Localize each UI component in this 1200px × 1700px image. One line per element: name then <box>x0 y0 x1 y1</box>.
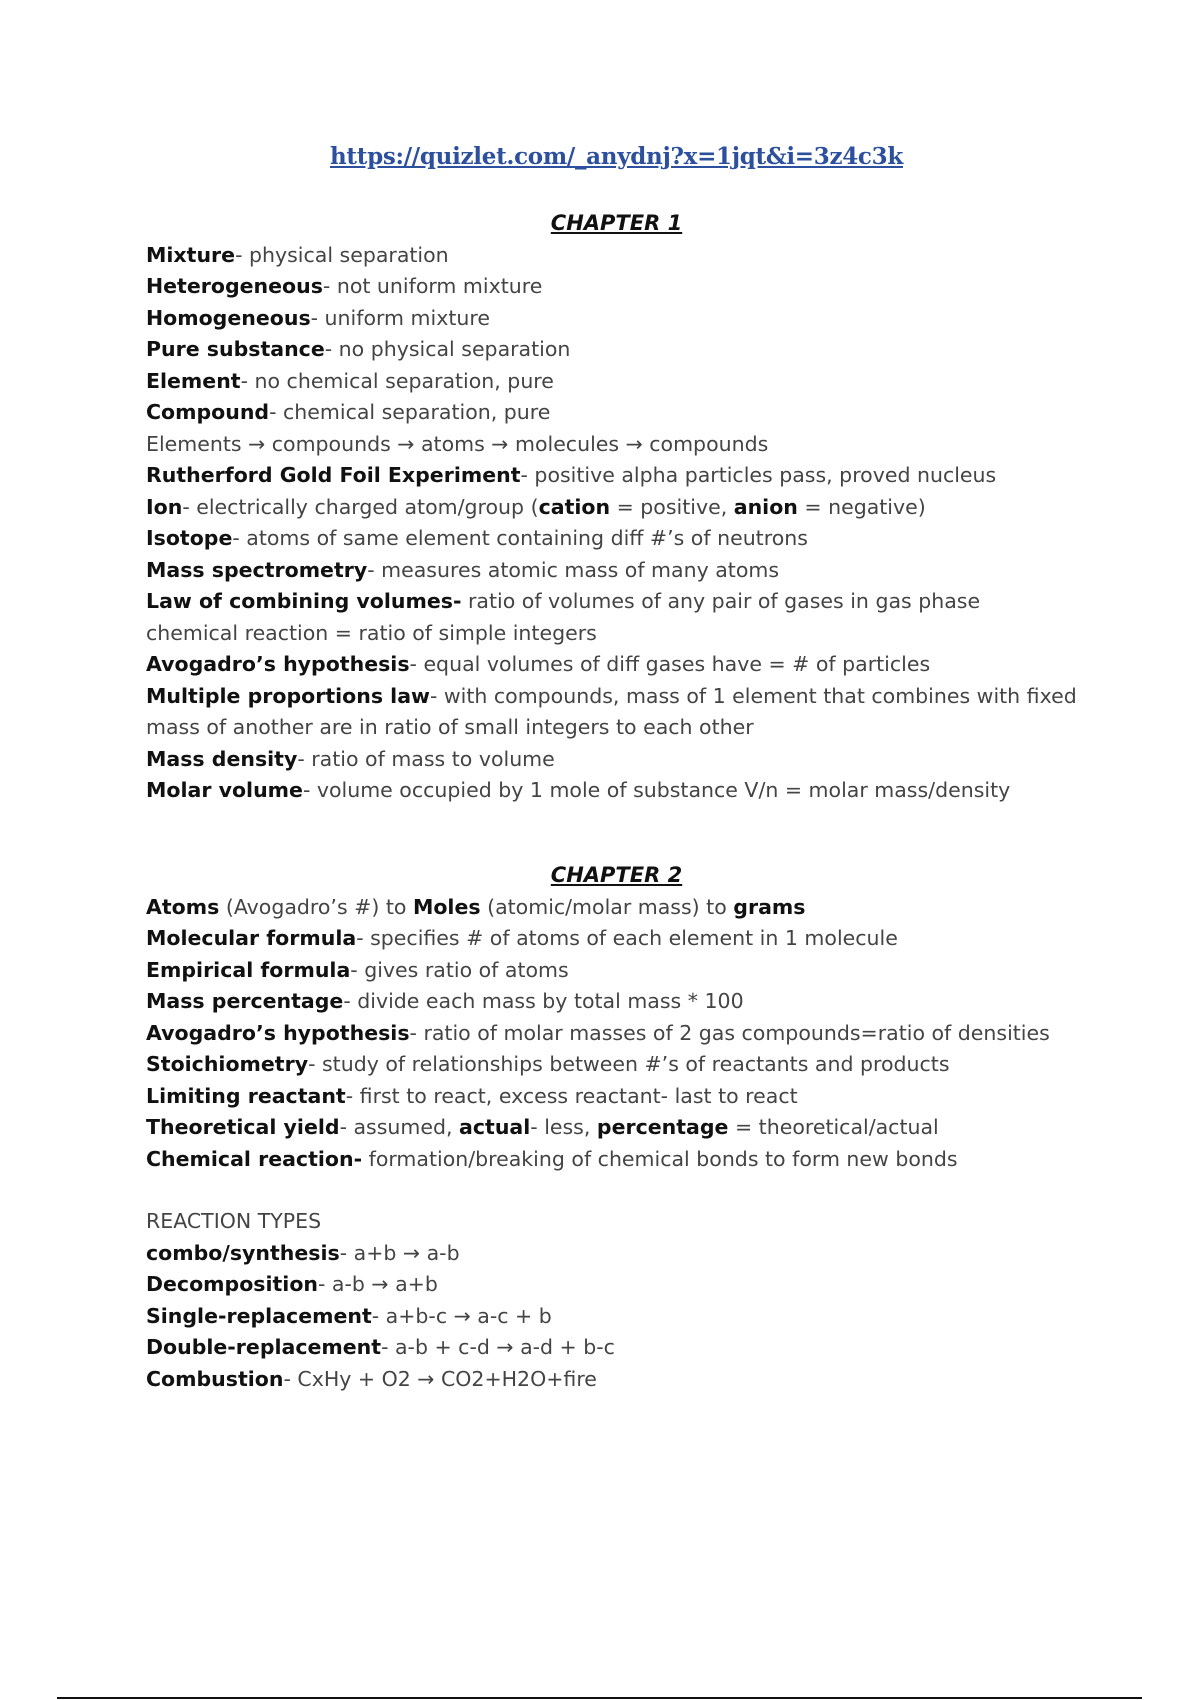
definition-line <box>146 775 1126 807</box>
term: combo/synthesis <box>146 1240 340 1265</box>
term: Isotope <box>146 526 233 550</box>
definition-line <box>146 555 1126 587</box>
definition: formation/breaking of chemical bonds to form new bonds <box>362 1146 958 1171</box>
bottom-rule <box>57 1697 1142 1699</box>
definition: - ratio of molar masses of 2 gas compounds=ratio of densities <box>409 1020 1050 1045</box>
term: Element <box>146 368 241 393</box>
term: actual <box>459 1115 531 1139</box>
term: cation <box>538 494 611 519</box>
definition-line <box>146 1018 1126 1050</box>
definition-line <box>146 681 1101 744</box>
definition: - physical separation <box>235 242 449 267</box>
term: Mass spectrometry <box>146 557 368 582</box>
definition-line <box>146 744 1126 776</box>
term: Avogadro’s hypothesis <box>146 652 410 676</box>
definition-line <box>146 923 1126 955</box>
definition-line <box>146 366 1126 398</box>
definition-line <box>146 334 1126 366</box>
term: Ion <box>146 494 183 519</box>
definition: - equal volumes of diff gases have = # of particles <box>409 652 931 676</box>
term: Avogadro’s hypothesis <box>146 1020 410 1045</box>
term: Atoms <box>146 894 220 919</box>
definition: - volume occupied by 1 mole of substance V/n = molar mass/density <box>302 778 1011 802</box>
term: Chemical reaction- <box>146 1146 363 1171</box>
quizlet-link[interactable]: https://quizlet.com/_anydnj?x=1jqt&i=3z4c3k <box>330 143 903 170</box>
definition-line <box>146 460 1126 492</box>
definition: ratio of volumes of any pair of gases in gas phase chemical reaction = ratio of simple integers <box>146 589 981 645</box>
term: Double-replacement <box>146 1335 382 1359</box>
definition-line <box>146 1049 1126 1081</box>
term: Mass percentage <box>146 989 344 1013</box>
yield-line <box>146 1112 1126 1144</box>
definition: - not uniform mixture <box>322 274 543 298</box>
definition-line <box>146 303 1126 335</box>
definition: - no physical separation <box>324 337 571 361</box>
chapter-2-title: CHAPTER 2 <box>550 863 683 887</box>
definition: - a+b → a-b <box>339 1240 460 1265</box>
definition-line <box>146 523 1126 555</box>
definition: - a+b-c → a-c + b <box>371 1303 552 1328</box>
definition: - atoms of same element containing diff #’s of neutrons <box>232 526 808 550</box>
definition: (atomic/molar mass) to <box>480 894 734 919</box>
reaction-types-heading: REACTION TYPES <box>146 1209 322 1233</box>
term: Law of combining volumes- <box>146 589 462 613</box>
definition: - less, <box>530 1115 597 1139</box>
term: Stoichiometry <box>146 1052 309 1076</box>
definition: - specifies # of atoms of each element in 1 molecule <box>356 926 898 950</box>
chapter-2-section <box>146 860 1126 1395</box>
term: Heterogeneous <box>146 274 323 298</box>
term: Rutherford Gold Foil Experiment <box>146 463 521 487</box>
term: percentage <box>596 1115 729 1139</box>
definition: - chemical separation, pure <box>269 400 551 424</box>
definition-line <box>146 492 1126 524</box>
definition: (Avogadro’s #) to <box>219 894 413 919</box>
definition: - first to react, excess reactant- last to react <box>345 1083 798 1108</box>
term: Limiting reactant <box>146 1083 346 1108</box>
term: Mass density <box>146 746 298 771</box>
definition: - with compounds, mass of 1 element that combines with fixed mass of another are in ratio of small integers to each other <box>146 683 1077 739</box>
reaction-type-line <box>146 1269 1126 1301</box>
sequence-line: Elements → compounds → atoms → molecules → compounds <box>146 431 769 456</box>
term: Decomposition <box>146 1272 319 1296</box>
definition: = negative) <box>797 494 926 519</box>
chapter-1-title: CHAPTER 1 <box>550 211 683 235</box>
reaction-type-line <box>146 1364 1126 1396</box>
definition: - a-b + c-d → a-d + b-c <box>381 1335 615 1359</box>
definition-line <box>146 955 1126 987</box>
definition: - gives ratio of atoms <box>350 957 569 982</box>
term: Homogeneous <box>146 305 311 330</box>
term: Empirical formula <box>146 957 351 982</box>
definition: - a-b → a+b <box>318 1272 438 1296</box>
definition-line <box>146 986 1126 1018</box>
definition: - CxHy + O2 → CO2+H2O+fire <box>283 1366 597 1391</box>
definition-line <box>146 649 1126 681</box>
definition-line <box>146 1081 1126 1113</box>
definition-line <box>146 1144 1126 1176</box>
reaction-type-line <box>146 1301 1126 1333</box>
term: Molar volume <box>146 778 303 802</box>
term: Pure substance <box>146 337 325 361</box>
definition-line <box>146 271 1126 303</box>
definition: = theoretical/actual <box>728 1115 939 1139</box>
reaction-type-line <box>146 1238 1126 1270</box>
term: Single-replacement <box>146 1303 372 1328</box>
definition: - no chemical separation, pure <box>240 368 554 393</box>
term: anion <box>733 494 798 519</box>
term: grams <box>733 894 806 919</box>
term: Moles <box>412 894 481 919</box>
term: Theoretical yield <box>146 1115 340 1139</box>
definition: - study of relationships between #’s of reactants and products <box>308 1052 950 1076</box>
chapter-1-section <box>146 208 1126 807</box>
term: Molecular formula <box>146 926 357 950</box>
definition: - positive alpha particles pass, proved nucleus <box>520 463 997 487</box>
definition: - uniform mixture <box>310 305 490 330</box>
reaction-type-line <box>146 1332 1126 1364</box>
conversion-line <box>146 892 1126 924</box>
definition: = positive, <box>610 494 734 519</box>
definition-line <box>146 240 1126 272</box>
term: Combustion <box>146 1366 284 1391</box>
definition-line <box>146 586 1076 649</box>
definition-line <box>146 397 1126 429</box>
spacer <box>146 1175 1126 1206</box>
definition: - divide each mass by total mass * 100 <box>343 989 744 1013</box>
term: Compound <box>146 400 270 424</box>
term: Mixture <box>146 242 236 267</box>
definition: - electrically charged atom/group ( <box>182 494 539 519</box>
definition: - measures atomic mass of many atoms <box>367 557 780 582</box>
definition: - assumed, <box>339 1115 460 1139</box>
definition: - ratio of mass to volume <box>297 746 555 771</box>
term: Multiple proportions law <box>146 683 430 708</box>
